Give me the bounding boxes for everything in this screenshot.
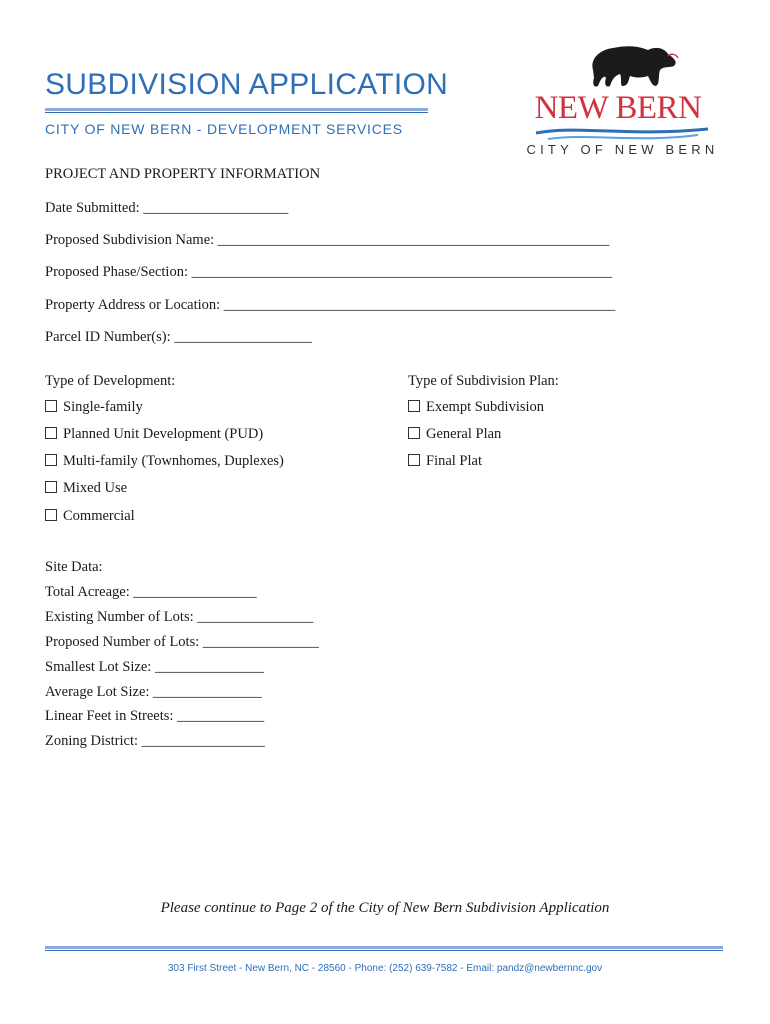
checkbox-mixed-use[interactable]: Mixed Use <box>45 480 127 497</box>
checkbox-single-family[interactable]: Single-family <box>45 399 143 416</box>
title-rule <box>45 108 428 111</box>
linear-feet-field[interactable]: Linear Feet in Streets: ____________ <box>45 708 265 724</box>
checkbox-final-plat[interactable]: Final Plat <box>408 453 482 470</box>
zoning-district-field[interactable]: Zoning District: _________________ <box>45 733 265 749</box>
logo-city-line: CITY OF NEW BERN <box>526 142 719 157</box>
site-data-heading: Site Data: <box>45 559 103 575</box>
document-title: SUBDIVISION APPLICATION <box>45 68 449 101</box>
checkbox-icon[interactable] <box>408 454 420 466</box>
footer-rule <box>45 946 723 949</box>
continue-note: Please continue to Page 2 of the City of New Bern Subdivision Application <box>160 900 610 916</box>
checkbox-icon[interactable] <box>45 454 57 466</box>
checkbox-pud[interactable]: Planned Unit Development (PUD) <box>45 426 263 443</box>
smallest-lot-field[interactable]: Smallest Lot Size: _______________ <box>45 659 264 675</box>
checkbox-general-plan[interactable]: General Plan <box>408 426 501 443</box>
development-type-label: Type of Development: <box>45 373 176 389</box>
checkbox-commercial[interactable]: Commercial <box>45 508 135 525</box>
checkbox-icon[interactable] <box>45 400 57 412</box>
checkbox-exempt-subdivision[interactable]: Exempt Subdivision <box>408 399 544 416</box>
property-address-field[interactable]: Property Address or Location: ______________________________________________________ <box>45 297 616 313</box>
proposed-lots-field[interactable]: Proposed Number of Lots: ________________ <box>45 634 319 650</box>
section-heading-project: PROJECT AND PROPERTY INFORMATION <box>45 166 321 182</box>
average-lot-field[interactable]: Average Lot Size: _______________ <box>45 684 262 700</box>
phase-section-field[interactable]: Proposed Phase/Section: __________________________________________________________ <box>45 264 613 280</box>
checkbox-icon[interactable] <box>45 509 57 521</box>
footer-rule-thin <box>45 950 723 951</box>
parcel-id-field[interactable]: Parcel ID Number(s): ___________________ <box>45 329 312 345</box>
logo-wordmark: NEW BERN <box>534 90 702 126</box>
subdivision-name-field[interactable]: Proposed Subdivision Name: ______________________________________________________ <box>45 232 610 248</box>
checkbox-icon[interactable] <box>45 481 57 493</box>
date-submitted-field[interactable]: Date Submitted: ____________________ <box>45 200 289 216</box>
total-acreage-field[interactable]: Total Acreage: _________________ <box>45 584 257 600</box>
new-bern-logo <box>518 40 728 170</box>
checkbox-multi-family[interactable]: Multi-family (Townhomes, Duplexes) <box>45 453 284 470</box>
checkbox-icon[interactable] <box>45 427 57 439</box>
plan-type-label: Type of Subdivision Plan: <box>408 373 559 389</box>
checkbox-icon[interactable] <box>408 400 420 412</box>
footer-contact: 303 First Street - New Bern, NC - 28560 - Phone: (252) 639-7582 - Email: pandz@newbernnc.gov <box>167 963 603 974</box>
title-rule-thin <box>45 112 428 113</box>
checkbox-icon[interactable] <box>408 427 420 439</box>
existing-lots-field[interactable]: Existing Number of Lots: ________________ <box>45 609 314 625</box>
document-subtitle: CITY OF NEW BERN - DEVELOPMENT SERVICES <box>45 121 403 137</box>
